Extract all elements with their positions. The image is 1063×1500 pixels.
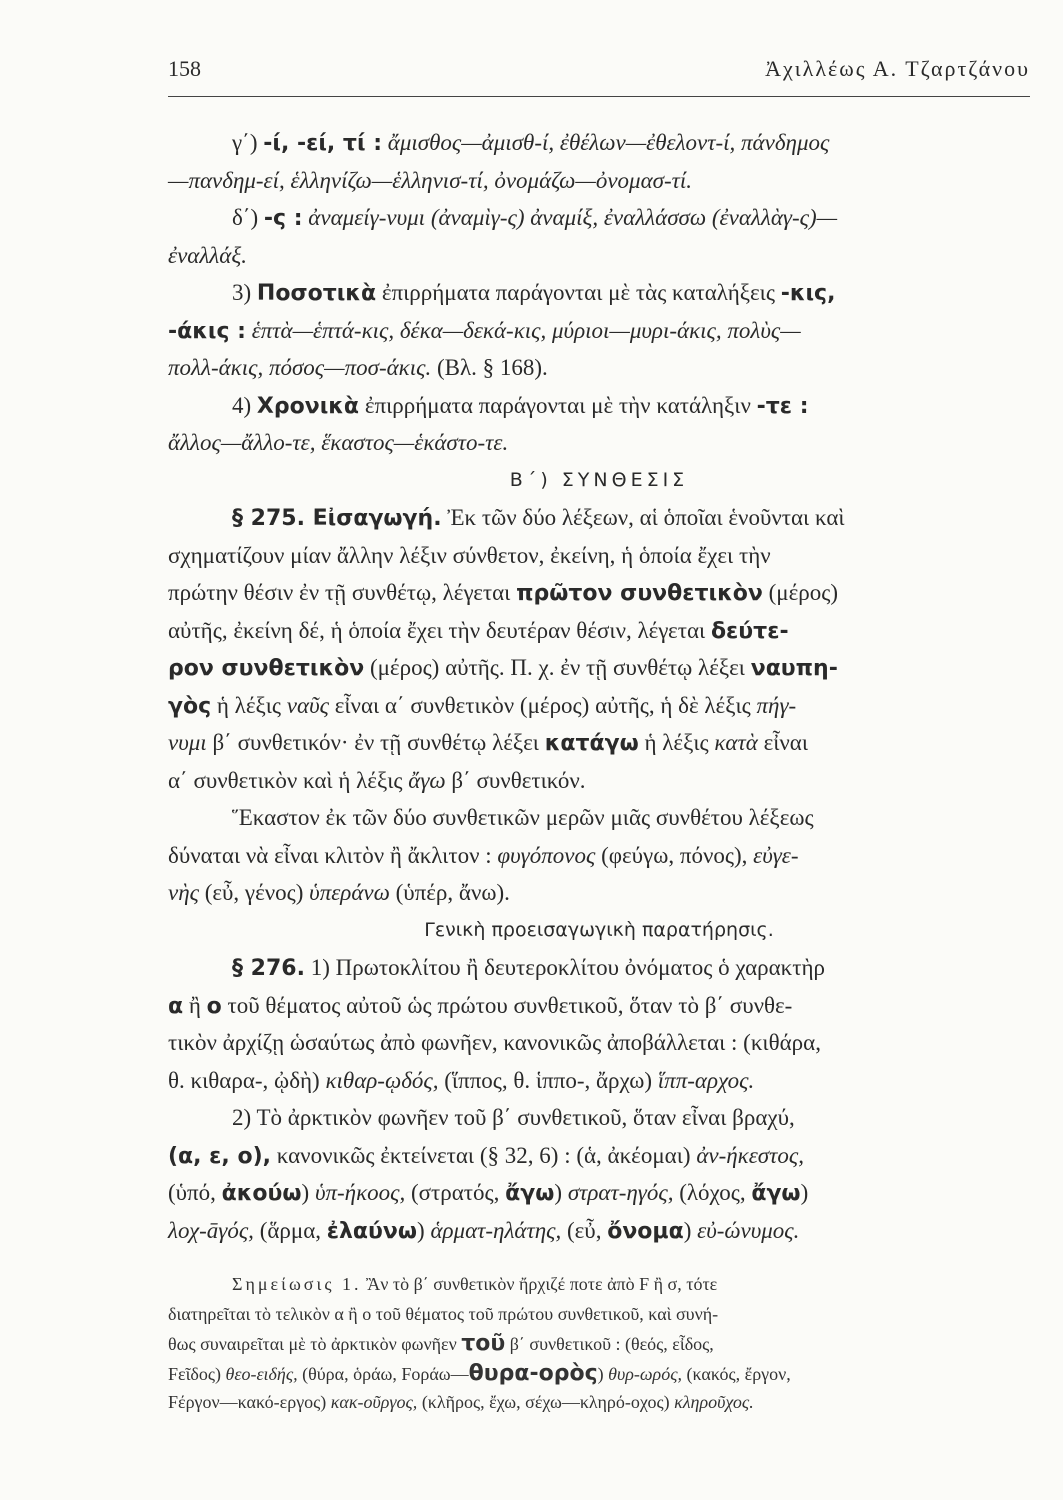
- text-line: 3) Ποσοτικὰ ἐπιρρήματα παράγονται μὲ τὰς καταλήξεις -κις,: [232, 280, 836, 306]
- subsection-heading: Γενικὴ προεισαγωγικὴ παρατήρησις.: [424, 918, 774, 941]
- paragraph-276-line: α ἢ ο τοῦ θέματος αὐτοῦ ὡς πρώτου συνθετικοῦ, ὅταν τὸ β΄ συνθε-: [168, 992, 793, 1019]
- note-line: θως συναιρεῖται μὲ τὸ ἀρκτικὸν φωνῆεν τοῦ β΄ συνθετικοῦ : (θεός, εἶδος,: [168, 1331, 714, 1356]
- running-title: Ἀχιλλέως Α. Τζαρτζάνου: [765, 56, 1030, 81]
- paragraph-275-line: αὐτῆς, ἐκείνη δέ, ἡ ὁποία ἔχει τὴν δευτέραν θέσιν, λέγεται δεύτε-: [168, 617, 789, 644]
- paragraph-275-line: σχηματίζουν μίαν ἄλλην λέξιν σύνθετον, ἐκείνη, ἡ ὁποία ἔχει τὴν: [168, 542, 771, 568]
- text-line: 4) Χρονικὰ ἐπιρρήματα παράγονται μὲ τὴν κατάληξιν -τε :: [232, 392, 809, 419]
- paragraph-276-line: θ. κιθαρα-, ᾠδὴ) κιθαρ-ῳδός, (ἵππος, θ. ἱππο-, ἄρχω) ἵππ-αρχος.: [168, 1067, 755, 1093]
- paragraph-276-line: τικὸν ἀρχίζῃ ὡσαύτως ἀπὸ φωνῆεν, κανονικῶς ἀποβάλλεται : (κιθάρα,: [168, 1030, 821, 1055]
- paragraph-275-line: νυμι β΄ συνθετικόν· ἐν τῇ συνθέτῳ λέξει κατάγω ἡ λέξις κατὰ εἶναι: [168, 730, 809, 756]
- paragraph-276-line: 2) Τὸ ἀρκτικὸν φωνῆεν τοῦ β΄ συνθετικοῦ, ὅταν εἶναι βραχύ,: [232, 1105, 795, 1130]
- note-line: Σημείωσις 1. Ἂν τὸ β΄ συνθετικὸν ἤρχιζέ ποτε ἀπὸ F ἢ σ, τότε: [232, 1274, 718, 1294]
- text-line: —πανδημ-εί, ἑλληνίζω—ἑλληνισ-τί, ὀνομάζω—ὀνομασ-τί.: [168, 167, 693, 193]
- text-line: γ΄) -ί, -εί, τί : ἄμισθος—ἀμισθ-ί, ἐθέλων—ἐθελοντ-ί, πάνδημος: [232, 130, 830, 156]
- text-line: δ΄) -ς : ἀναμείγ-νυμι (ἀναμὶγ-ς) ἀναμίξ, ἐναλλάσσω (ἐναλλὰγ-ς)—: [232, 205, 838, 231]
- paragraph-275-line: δύναται νὰ εἶναι κλιτὸν ἢ ἄκλιτον : φυγόπονος (φεύγω, πόνος), εὐγε-: [168, 842, 799, 868]
- paragraph-276-line: § 276. 1) Πρωτοκλίτου ἢ δευτεροκλίτου ὀνόματος ὁ χαρακτὴρ: [232, 955, 825, 981]
- header-rule: [168, 96, 1030, 97]
- text-line: πολλ-άκις, πόσος—ποσ-άκις. (Βλ. § 168).: [168, 355, 548, 380]
- note-line: Fέργον—κακό-εργος) κακ-οῦργος, (κλῆρος, ἔχω, σέχω—κληρό-οχος) κληροῦχος.: [168, 1392, 754, 1412]
- page-number: 158: [168, 56, 201, 81]
- note-block: [168, 1270, 1030, 1418]
- paragraph-275-line: § 275. Εἰσαγωγή. Ἐκ τῶν δύο λέξεων, αἱ ὁποῖαι ἑνοῦνται καὶ: [232, 505, 845, 531]
- main-text: [168, 124, 1030, 1249]
- paragraph-275-line: ρον συνθετικὸν (μέρος) αὐτῆς. Π. χ. ἐν τῇ συνθέτῳ λέξει ναυπη-: [168, 655, 838, 681]
- paragraph-276-line: λοχ-āγός, (ἅρμα, ἐλαύνω) ἁρματ-ηλάτης, (εὖ, ὄνομα) εὐ-ώνυμος.: [168, 1217, 800, 1244]
- text-line: ἐναλλάξ.: [168, 242, 247, 268]
- paragraph-276-line: (α, ε, ο), κανονικῶς ἐκτείνεται (§ 32, 6) : (ἁ, ἀκέομαι) ἀν-ήκεστος,: [168, 1142, 804, 1169]
- paragraph-275-line: α΄ συνθετικὸν καὶ ἡ λέξις ἄγω β΄ συνθετικόν.: [168, 767, 586, 793]
- paragraph-275-line: νὴς (εὖ, γένος) ὑπεράνω (ὑπέρ, ἄνω).: [168, 880, 510, 905]
- note-line: Fεῖδος) θεο-ειδής, (θύρα, ὁράω, Fοράω—θυρα-ορὸς) θυρ-ωρός, (κακός, ἔργον,: [168, 1360, 791, 1386]
- paragraph-275-line: Ἕκαστον ἐκ τῶν δύο συνθετικῶν μερῶν μιᾶς συνθέτου λέξεως: [232, 805, 814, 830]
- paragraph-276-line: (ὑπό, ἀκούω) ὑπ-ήκοος, (στρατός, ἄγω) στρατ-ηγός, (λόχος, ἄγω): [168, 1180, 809, 1206]
- text-line: -άκις : ἑπτὰ—ἑπτά-κις, δέκα—δεκά-κις, μύριοι—μυρι-άκις, πολὺς—: [168, 317, 801, 344]
- note-line: διατηρεῖται τὸ τελικὸν α ἢ ο τοῦ θέματος τοῦ πρώτου συνθετικοῦ, καὶ συνή-: [168, 1303, 719, 1324]
- page-header: [168, 56, 1030, 90]
- text-line: ἄλλος—ἄλλο-τε, ἕκαστος—ἑκάστο-τε.: [168, 430, 509, 455]
- section-heading: Β΄) ΣΥΝΘΕΣΙΣ: [509, 468, 689, 491]
- paragraph-275-line: πρώτην θέσιν ἐν τῇ συνθέτῳ, λέγεται πρῶτον συνθετικὸν (μέρος): [168, 580, 839, 606]
- paragraph-275-line: γὸς ἡ λέξις ναῦς εἶναι α΄ συνθετικὸν (μέρος) αὐτῆς, ἡ δὲ λέξις πήγ-: [168, 692, 797, 719]
